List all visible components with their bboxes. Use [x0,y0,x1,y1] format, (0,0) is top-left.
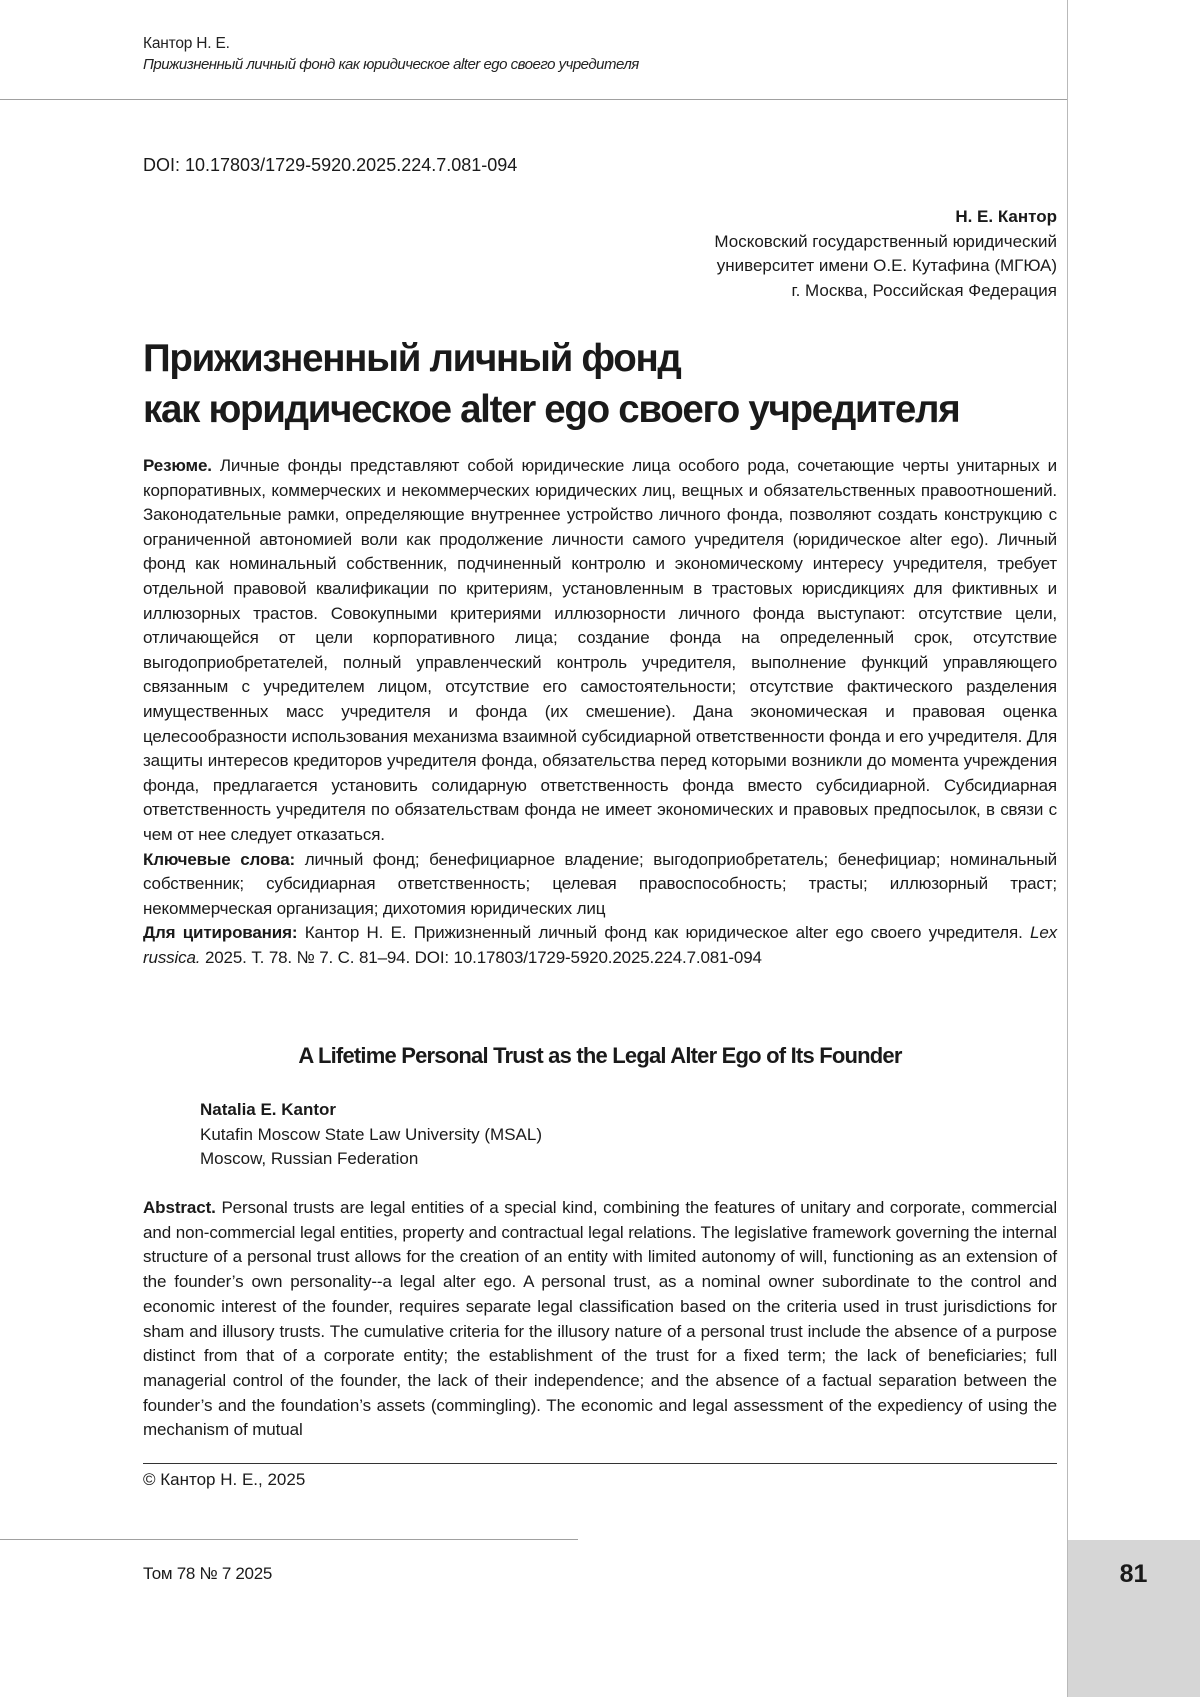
footer-divider [0,1539,578,1540]
journal-logo [728,1532,1033,1602]
copyright-notice: © Кантор Н. Е., 2025 [143,1470,306,1489]
issue-info: Том 78 № 7 2025 [143,1564,273,1583]
affiliation-en-line-2: Moscow, Russian Federation [200,1149,419,1168]
keywords-label-ru: Ключевые слова: [143,849,296,869]
title-line-2: как юридическое alter ego своего учредителя [143,388,960,431]
citation-details: 2025. Т. 78. № 7. С. 81–94. DOI: 10.17803/1729-5920.2025.224.7.081-094 [204,947,762,967]
header-divider [0,99,1067,100]
page-number: 81 [1119,1560,1148,1588]
abstract-text-ru: Личные фонды представляют собой юридические лица особого рода, сочетающие черты унитарных и корпоративных, коммерческих и некоммерческих юридических лиц, вещных и обязательственных правоотношений. Законодательные рамки, определяющие внутреннее устройство личного фонда, позволяют создать конструкцию с ограниченной автономией воли как продолжение личности самого учредителя (юридическое alter ego). Личный фонд как номинальный собственник, подчиненный контролю и экономическому интересу учредителя, требует отдельной правовой квалификации по критериям, установленным в трастовых юрисдикциях для фиктивных и иллюзорных трастов. Совокупными критериями иллюзорности личного фонда выступают: отсутствие цели, отличающейся от цели корпоративного лица; создание фонда на определенный срок, отсутствие выгодоприобретателей, полный управленческий контроль учредителя, выполнение функций управляющего связанным с учредителем лицом, отсутствие его самостоятельности; отсутствие фактического разделения имущественных масс учредителя и фонда (их смешение). Дана экономическая и правовая оценка целесообразности использования механизма взаимной субсидиарной ответственности фонда и его учредителя. Для защиты интересов кредиторов учредителя фонда, обязательства перед которыми возникли до момента учреждения фонда, предлагается установить солидарную ответственность фонда вместо субсидиарной. Субсидиарная ответственность учредителя по обязательствам фонда не имеет экономических и правовых предпосылок, в связи с чем от нее следует отказаться. [143,456,1057,844]
abstract-text-en: Personal trusts are legal entities of a special kind, combining the features of unitary and corporate, commercial and non-commercial legal entities, property and contractual legal relations. The legislative framework governing the internal structure of a personal trust allows for the creation of an entity with limited autonomy of will, functioning as an extension of the founder’s own personality--a legal alter ego. A personal trust, as a nominal owner subordinate to the control and economic interest of the founder, requires separate legal classification based on the criteria used in trust jurisdictions for sham and illusory trusts. The cumulative criteria for the illusory nature of a personal trust include the absence of a purpose distinct from that of a corporate entity; the establishment of the trust for a fixed term; the lack of beneficiaries; full managerial control of the founder, the lack of their independence; and the absence of a factual separation between the founder’s and the foundation’s assets (commingling). The economic and legal assessment of the expediency of using the mechanism of mutual [143,1198,1057,1440]
affiliation-line-2: университет имени О.Е. Кутафина (МГЮА) [716,256,1057,275]
author-affiliation-ru [457,205,1057,303]
abstract-block-ru [143,454,1057,970]
footnote-divider [143,1463,1057,1464]
right-margin-strip [1067,0,1200,1697]
author-name-ru: Н. Е. Кантор [955,207,1057,226]
article-title-en: A Lifetime Personal Trust as the Legal Alter Ego of Its Founder [298,1043,902,1068]
running-head [143,35,1043,73]
abstract-ru [143,454,1057,848]
abstract-label-ru: Резюме. [143,456,212,475]
abstract-en [143,1196,1057,1443]
keywords-text-ru: личный фонд; бенефициарное владение; выгодоприобретатель; бенефициар; номинальный собственник; субсидиарная ответственность; целевая правоспособность; трасты; иллюзорный траст; некоммерческая организация; дихотомия юридических лиц [143,849,1057,918]
citation-ru [143,921,1057,970]
abstract-label-en: Abstract. [143,1198,216,1217]
citation-text-ru: Кантор Н. Е. Прижизненный личный фонд как юридическое alter ego своего учредителя. [304,923,1023,943]
running-head-author: Кантор Н. Е. [143,35,230,52]
affiliation-en-line-1: Kutafin Moscow State Law University (MSAL) [200,1124,543,1144]
citation-journal: Lex russica. [143,923,1058,967]
running-head-title: Прижизненный личный фонд как юридическое alter ego своего учредителя [143,56,639,73]
citation-label-ru: Для цитирования: [143,923,298,943]
affiliation-line-1: Московский государственный юридический [714,231,1057,251]
affiliation-line-3: г. Москва, Российская Федерация [791,280,1057,300]
author-affiliation-en [200,1098,542,1172]
keywords-ru [143,848,1057,922]
doi: DOI: 10.17803/1729-5920.2025.224.7.081-094 [143,155,518,175]
author-name-en: Natalia E. Kantor [200,1100,337,1119]
title-line-1: Прижизненный личный фонд [143,337,681,380]
article-title-ru [143,333,1063,435]
